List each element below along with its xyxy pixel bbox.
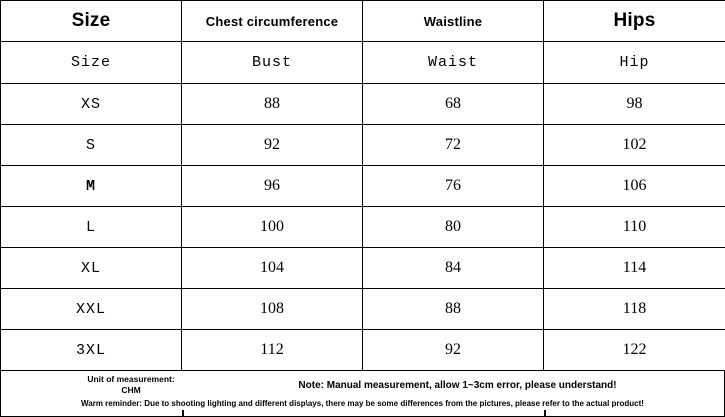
cell-size: XS [1, 84, 182, 125]
table-subheader-row [1, 42, 725, 84]
header-cell-waistline: Waistline [363, 1, 544, 42]
cell-hip: 110 [544, 207, 725, 248]
cell-hip: 114 [544, 248, 725, 289]
subheader-cell-bust: Bust [182, 42, 363, 84]
footer-divider-right [544, 410, 546, 416]
table-row [1, 125, 725, 166]
unit-label: Unit of measurement: [11, 374, 251, 385]
cell-hip: 118 [544, 289, 725, 330]
cell-size: 3XL [1, 330, 182, 371]
cell-hip: 98 [544, 84, 725, 125]
cell-hip: 102 [544, 125, 725, 166]
cell-bust: 108 [182, 289, 363, 330]
cell-bust: 92 [182, 125, 363, 166]
table-header-row [1, 1, 725, 42]
cell-bust: 100 [182, 207, 363, 248]
cell-waist: 84 [363, 248, 544, 289]
cell-bust: 112 [182, 330, 363, 371]
cell-bust: 104 [182, 248, 363, 289]
cell-waist: 92 [363, 330, 544, 371]
table-row [1, 166, 725, 207]
cell-waist: 80 [363, 207, 544, 248]
cell-waist: 68 [363, 84, 544, 125]
cell-bust: 88 [182, 84, 363, 125]
table-footer [0, 371, 725, 417]
cell-size: M [1, 166, 182, 207]
table-row [1, 248, 725, 289]
cell-size: XXL [1, 289, 182, 330]
header-cell-hips: Hips [544, 1, 725, 42]
subheader-cell-waist: Waist [363, 42, 544, 84]
cell-hip: 122 [544, 330, 725, 371]
cell-hip: 106 [544, 166, 725, 207]
header-cell-size: Size [1, 1, 182, 42]
cell-waist: 88 [363, 289, 544, 330]
footer-divider-left [182, 410, 184, 416]
cell-size: S [1, 125, 182, 166]
table-row [1, 289, 725, 330]
cell-waist: 76 [363, 166, 544, 207]
subheader-cell-hip: Hip [544, 42, 725, 84]
unit-of-measurement [1, 374, 251, 395]
cell-size: XL [1, 248, 182, 289]
cell-waist: 72 [363, 125, 544, 166]
measurement-note: Note: Manual measurement, allow 1~3cm error, please understand! [251, 380, 724, 391]
header-cell-chest: Chest circumference [182, 1, 363, 42]
unit-value: CHM [11, 385, 251, 396]
cell-bust: 96 [182, 166, 363, 207]
table-row [1, 84, 725, 125]
cell-size: L [1, 207, 182, 248]
warm-reminder: Warm reminder: Due to shooting lighting and different disp\ays, there may be some differences from the pictures, please refer to the actual product! [1, 399, 724, 408]
table-row [1, 207, 725, 248]
table-row [1, 330, 725, 371]
subheader-cell-size: Size [1, 42, 182, 84]
